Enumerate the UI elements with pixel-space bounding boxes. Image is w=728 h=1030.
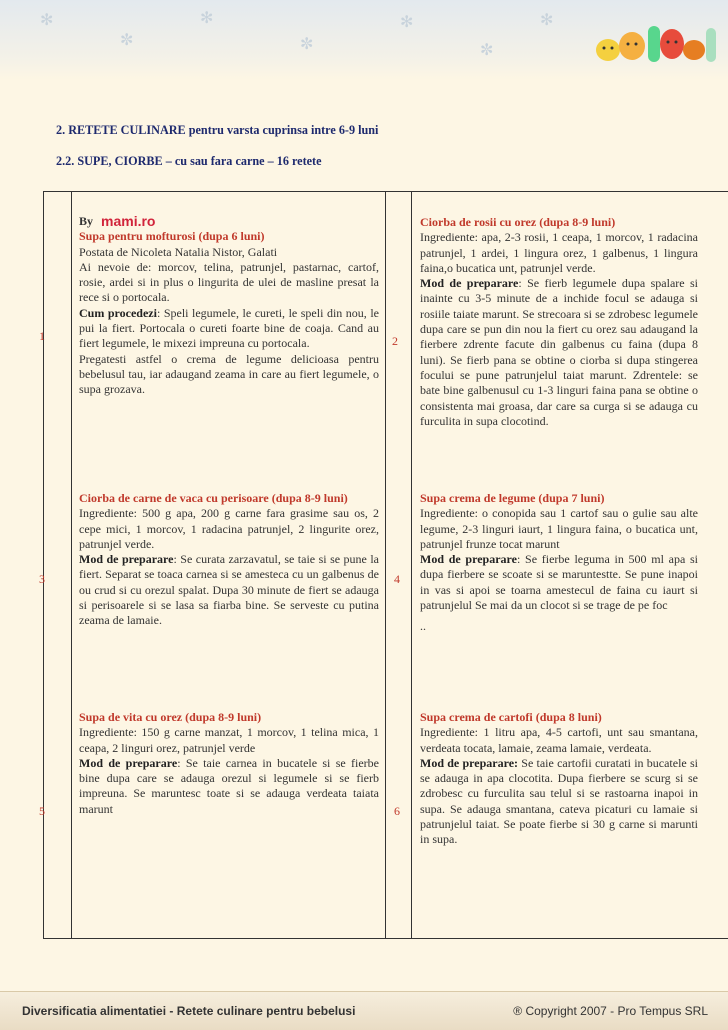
- column-divider: [385, 192, 386, 938]
- recipe-cell: [79, 491, 379, 629]
- snowflake-icon: ✼: [120, 32, 134, 49]
- recipe-title: Ciorba de rosii cu orez (dupa 8-9 luni): [420, 215, 616, 229]
- recipe-ingredients: Ingrediente: 500 g apa, 200 g carne fara grasime sau os, 2 cepe mici, 1 morcov, 1 radacina patrunjel, 2 lingurite orez, patrunjel verde.: [79, 506, 379, 551]
- recipe-cell: [79, 710, 379, 817]
- recipe-ingredients: Ingrediente: 150 g carne manzat, 1 morcov, 1 telina mica, 1 ceapa, 2 linguri orez, patrunjel verde: [79, 725, 379, 755]
- recipe-number: 5: [39, 804, 45, 818]
- header-banner: [0, 0, 728, 80]
- footer-title: Diversificatia alimentatiei - Retete culinare pentru bebelusi: [22, 1004, 356, 1018]
- recipe-note: Pregatesti astfel o crema de legume delicioasa pentru bebelusul tau, iar adaugand zeama in care au fiert legumele, o supa grozava.: [79, 351, 379, 397]
- page-footer: [0, 991, 728, 1030]
- recipe-note: ..: [420, 619, 426, 634]
- recipe-method: Mod de preparare: Se taie cartofii curatati in bucatele si se adauga in apa clocotita. Dupa fierbere se scurg si se zdrobesc cu furculita sau telul si se rastoarna inapoi in supa. Se adauga smantana, cateva picaturi cu lamaie si patrunjelul taiat. Se poate fierbe si 30 g carne si marunti in supa.: [420, 755, 698, 847]
- recipe-method: Mod de preparare: Se curata zarzavatul, se taie si se pune la fiert. Separat se toaca carnea si se amesteca cu un galbenus de ou crud si cu orezul spalat. Dupa 30 minute de fiert se adauga si perisoarele si se lasa sa fiarba bine. Se serveste cu putina zeama de lamaie.: [79, 552, 379, 628]
- section-title: 2. RETETE CULINARE pentru varsta cuprinsa intre 6-9 luni: [56, 123, 379, 137]
- snowflake-icon: ✻: [400, 14, 414, 31]
- recipe-title: Supa crema de legume (dupa 7 luni): [420, 491, 605, 505]
- footer-copyright: ® Copyright 2007 - Pro Tempus SRL: [513, 1004, 708, 1018]
- column-divider: [71, 192, 72, 938]
- snowflake-icon: ✻: [200, 10, 214, 27]
- recipe-ingredients: Ingrediente: 1 litru apa, 4-5 cartofi, unt sau smantana, verdeata tocata, lamaie, zeama lamaie, verdeata.: [420, 725, 698, 755]
- recipes-table: [39, 191, 728, 939]
- recipe-title: Supa crema de cartofi (dupa 8 luni): [420, 710, 602, 724]
- recipe-number: 4: [394, 572, 400, 586]
- recipe-title: Ciorba de carne de vaca cu perisoare (dupa 8-9 luni): [79, 491, 348, 505]
- recipe-number: 6: [394, 804, 400, 818]
- recipe-cell: [420, 491, 698, 635]
- snowflake-icon: ✼: [300, 36, 314, 53]
- recipe-method: Cum procedezi: Speli legumele, le cureti, le speli din nou, le pui la fiert. Portocala o cureti foarte bine de coaja. Cand au fiert legumele, le mixezi impreuna cu portocala.: [79, 305, 379, 351]
- recipe-title: Supa pentru mofturosi (dupa 6 luni): [79, 229, 265, 244]
- recipe-cell: [79, 214, 379, 398]
- recipe-number: 1: [39, 329, 45, 343]
- snowflake-icon: ✻: [40, 12, 54, 29]
- recipe-ingredients: Ai nevoie de: morcov, telina, patrunjel, pastarnac, cartof, rosie, ardei si in plus o lingurita de ulei de masline presat la rece si o portocala.: [79, 259, 379, 305]
- recipe-number: 3: [39, 572, 45, 586]
- recipe-title: Supa de vita cu orez (dupa 8-9 luni): [79, 710, 262, 724]
- by-label: By: [79, 214, 94, 228]
- recipe-method: Mod de preparare: Se taie carnea in bucatele si se fierbe bine dupa care se adauga orezul si legumele si se fierb impreuna. Se maruntesc toate si se adauga verdeata taiata marunt: [79, 755, 379, 816]
- recipe-ingredients: Ingrediente: o conopida sau 1 cartof sau o gulie sau alte legume, 2-3 linguri iaurt, 1 lingura faina, o bucatica unt, patrunjel frunze tocat marunt: [420, 506, 698, 551]
- recipe-method: Mod de preparare: Se fierbe leguma in 500 ml apa si dupa fierbere se scoate si se maruntestte. Se pune inapoi in vas si apoi se toarna amestecul de faina cu iaurt si patrunjelul Se mai da un clocot si se trage de pe foc: [420, 552, 699, 613]
- column-divider: [411, 192, 412, 938]
- mami-logo[interactable]: mami.ro: [101, 213, 156, 229]
- author-line: [79, 214, 379, 229]
- recipe-number: 2: [392, 334, 398, 348]
- recipe-method: Mod de preparare: Se fierb legumele dupa spalare si inainte cu 3-5 minute de a inchide focul se adauga si rosiile taiate marunt. Se strecoara si se zdrobesc legumele dupa care se pun din nou la fiert cu orez sau adaugand la fierbere zdrente facute din galbenus cu faina (dupa 8 luni). Se fierb pana se obtine o ciorba si dupa stingerea focului se pune patrunjelul taiat marunt. Zdrentele: se bate bine galbenusul cu 1-3 linguri faina pana se obtine o consistenta mai groasa, dar care sa curga si se adauga cu furculita in supa clocotind.: [420, 276, 698, 428]
- subsection-title: 2.2. SUPE, CIORBE – cu sau fara carne – 16 retete: [56, 154, 322, 168]
- recipe-ingredients: Ingrediente: apa, 2-3 rosii, 1 ceapa, 1 morcov, 1 radacina patrunjel, 1 ardei, 1 lingura orez, 1 galbenus, 1 lingura faina,o bucatica unt, patrunjel verde.: [420, 230, 698, 275]
- recipe-author: Postata de Nicoleta Natalia Nistor, Galati: [79, 244, 278, 259]
- vegetables-illustration-icon: [594, 6, 724, 70]
- snowflake-icon: ✼: [480, 42, 494, 59]
- snowflake-icon: ✻: [540, 12, 554, 29]
- recipe-cell: [420, 710, 698, 848]
- recipe-cell: [420, 215, 698, 429]
